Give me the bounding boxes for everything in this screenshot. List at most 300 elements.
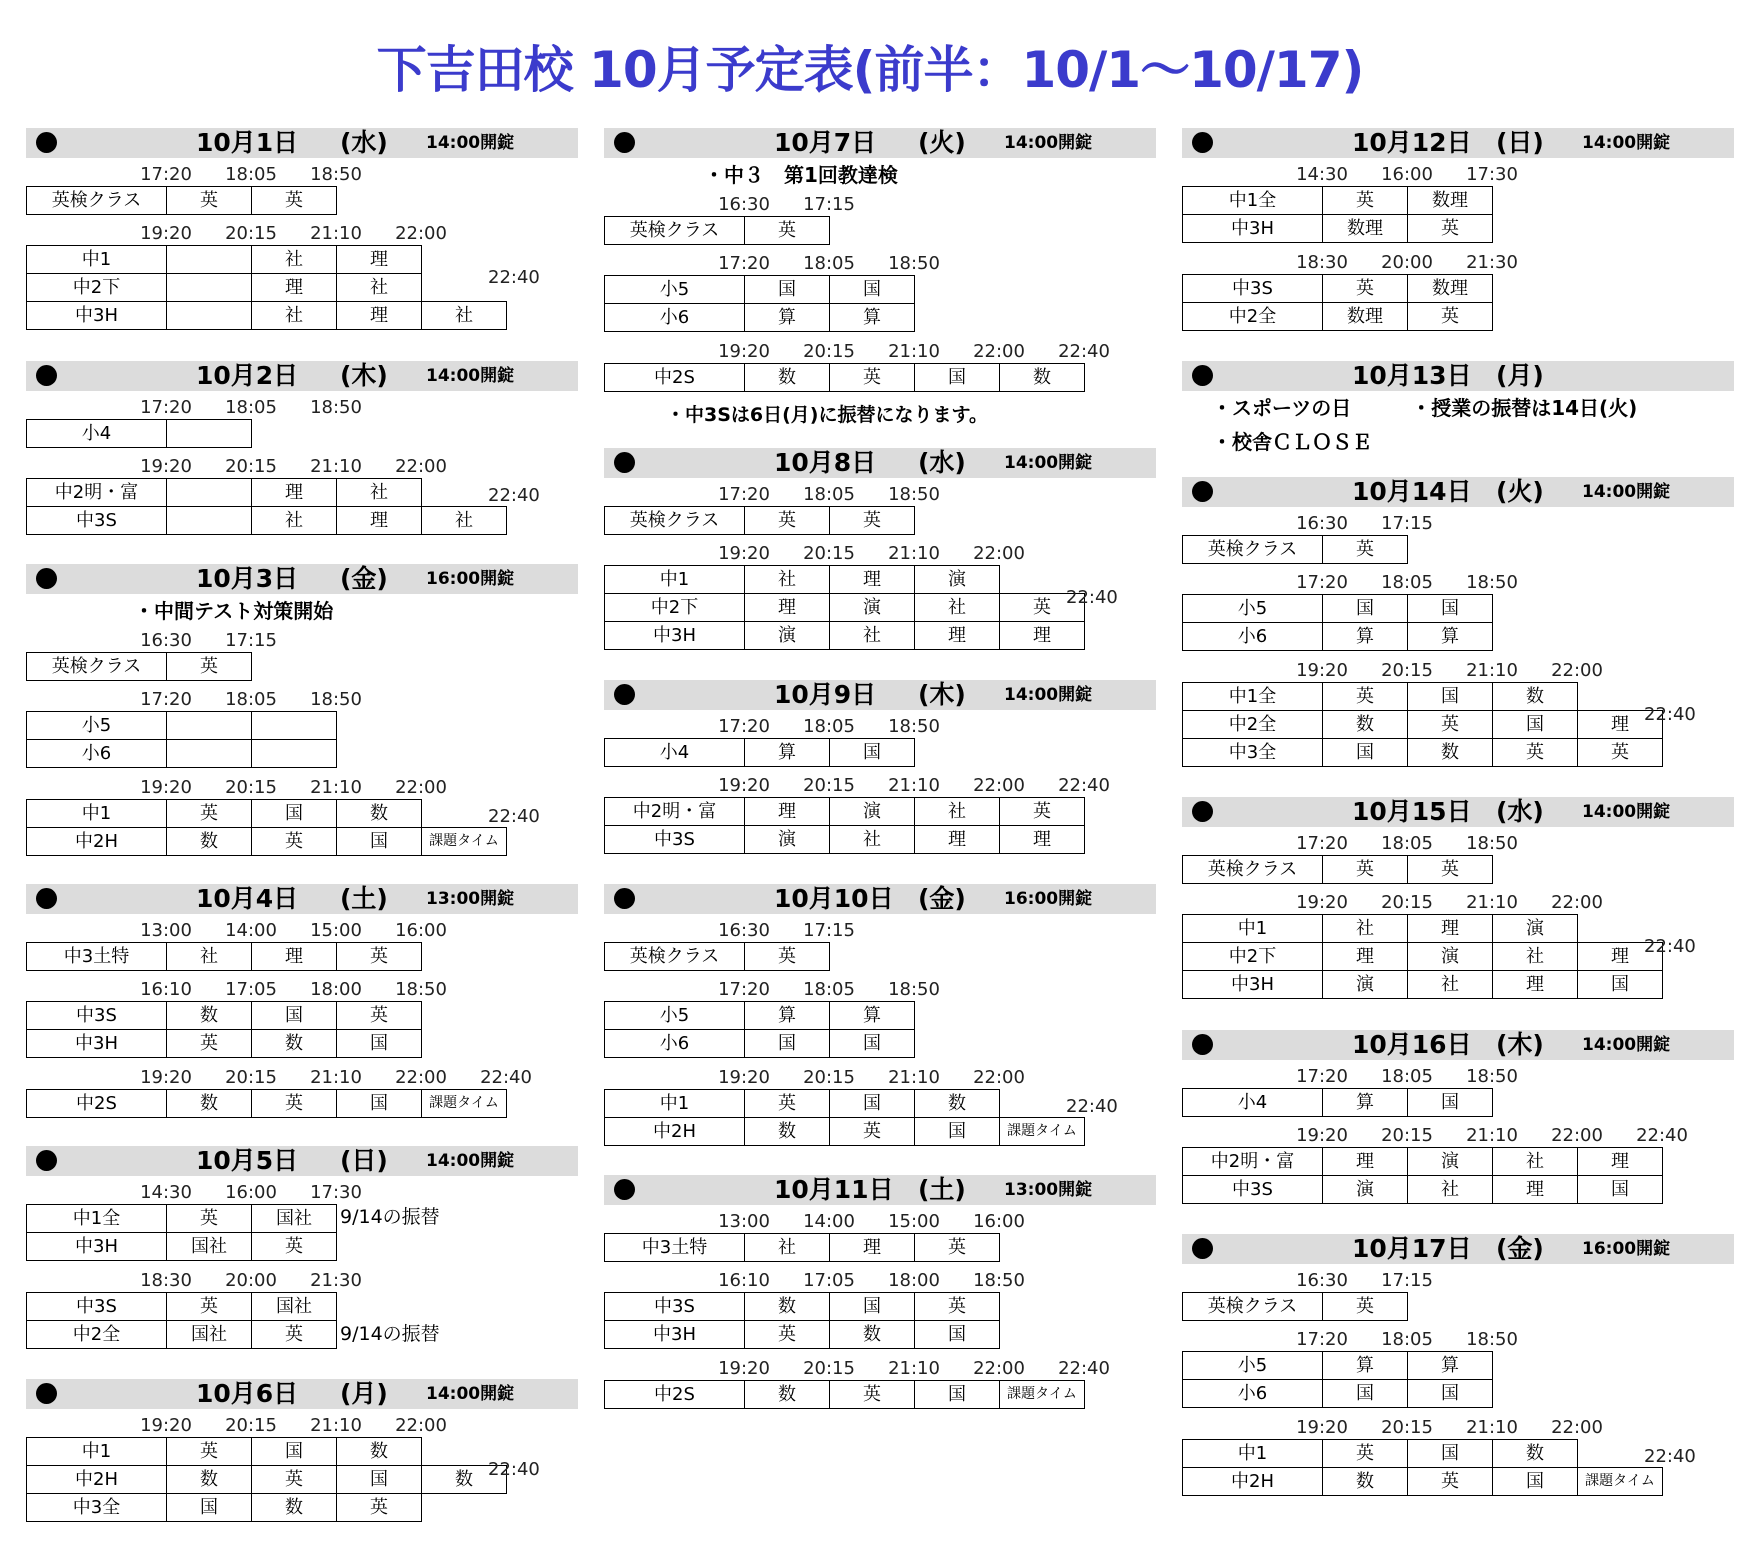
table-row — [605, 566, 1085, 594]
subject-cell: 英 — [1408, 303, 1493, 331]
class-label: 中2H — [1183, 1468, 1323, 1496]
subject-cell: 演 — [745, 826, 830, 854]
table-row — [605, 304, 915, 332]
time-label: 13:00 — [140, 920, 192, 941]
class-label: 中3H — [1183, 971, 1323, 999]
time-label: 14:30 — [1296, 164, 1348, 185]
bullet-icon — [36, 1383, 57, 1404]
time-label: 20:15 — [225, 456, 277, 477]
time-label: 18:05 — [1381, 572, 1433, 593]
schedule-table — [1182, 594, 1493, 651]
subject-cell — [167, 420, 252, 448]
day-header — [1182, 128, 1734, 158]
subject-cell: 理 — [1408, 915, 1493, 943]
class-label: 小5 — [1183, 595, 1323, 623]
time-label: 22:00 — [973, 1358, 1025, 1379]
time-label: 17:20 — [718, 253, 770, 274]
subject-cell: 英 — [1408, 215, 1493, 243]
time-label: 18:05 — [225, 689, 277, 710]
opening-time: 14:00開錠 — [426, 366, 515, 386]
table-row — [605, 798, 1085, 826]
subject-cell: 社 — [915, 798, 1000, 826]
time-label: 19:20 — [718, 1067, 770, 1088]
table-row — [27, 246, 507, 274]
class-label: 中3S — [605, 826, 745, 854]
time-label: 18:30 — [140, 1270, 192, 1291]
time-label: 16:30 — [140, 630, 192, 651]
schedule-table — [604, 738, 915, 767]
subject-cell: 英 — [1493, 739, 1578, 767]
schedule-table — [604, 275, 915, 332]
table-row — [1183, 215, 1493, 243]
subject-cell: 国 — [252, 800, 337, 828]
time-label: 18:50 — [888, 253, 940, 274]
class-label: 小6 — [1183, 623, 1323, 651]
day-weekday: (木) — [1496, 1030, 1544, 1059]
opening-time: 14:00開錠 — [1582, 482, 1671, 502]
opening-time: 14:00開錠 — [1582, 1035, 1671, 1055]
table-row — [27, 1321, 337, 1349]
schedule-table — [26, 1437, 507, 1522]
subject-cell: 国社 — [167, 1321, 252, 1349]
table-row — [1183, 187, 1493, 215]
subject-cell: 英 — [745, 217, 830, 245]
end-time-label: 22:40 — [1644, 935, 1696, 957]
day-weekday: (月) — [340, 1379, 388, 1408]
subject-cell: 英 — [1323, 1293, 1408, 1321]
time-row — [26, 223, 578, 245]
time-label: 18:05 — [803, 979, 855, 1000]
time-row — [1182, 164, 1734, 186]
class-label: 中1 — [27, 800, 167, 828]
time-label: 17:20 — [1296, 572, 1348, 593]
time-label: 20:15 — [803, 341, 855, 362]
subject-cell: 国 — [337, 1090, 422, 1118]
subject-cell: 数 — [1493, 683, 1578, 711]
bullet-icon — [1192, 1238, 1213, 1259]
subject-cell: 数 — [1408, 739, 1493, 767]
subject-cell: 社 — [422, 302, 507, 330]
opening-time: 13:00開錠 — [426, 889, 515, 909]
schedule-table — [604, 363, 1085, 392]
subject-cell: 英 — [1323, 683, 1408, 711]
table-row — [1183, 1380, 1493, 1408]
time-label: 16:30 — [718, 194, 770, 215]
reschedule-note: 9/14の振替 — [340, 1323, 440, 1345]
time-label: 20:15 — [225, 1067, 277, 1088]
time-label: 18:05 — [803, 716, 855, 737]
time-label: 20:00 — [225, 1270, 277, 1291]
time-label: 18:50 — [888, 716, 940, 737]
time-label: 16:10 — [140, 979, 192, 1000]
time-label: 17:15 — [1381, 1270, 1433, 1291]
end-time-label: 22:40 — [488, 1458, 540, 1480]
table-row — [1183, 1352, 1493, 1380]
page-title: 下吉田校 10月予定表(前半：10/1〜10/17) — [376, 41, 1364, 99]
class-label: 中1 — [27, 1438, 167, 1466]
subject-cell: 社 — [745, 566, 830, 594]
subject-cell: 国 — [830, 276, 915, 304]
bullet-icon — [36, 1150, 57, 1171]
subject-cell: 国 — [830, 1293, 915, 1321]
subject-cell: 演 — [830, 594, 915, 622]
subject-cell: 社 — [337, 274, 422, 302]
table-row — [27, 653, 252, 681]
subject-cell: 英 — [252, 1233, 337, 1261]
class-label: 小4 — [27, 420, 167, 448]
table-row — [605, 217, 830, 245]
bullet-icon — [36, 365, 57, 386]
bullet-icon — [614, 132, 635, 153]
time-label: 17:20 — [1296, 833, 1348, 854]
subject-cell: 国 — [1323, 1380, 1408, 1408]
table-row — [605, 594, 1085, 622]
subject-cell: 数 — [252, 1030, 337, 1058]
time-label: 16:00 — [1381, 164, 1433, 185]
table-row — [27, 507, 507, 535]
subject-cell: 演 — [915, 566, 1000, 594]
day-header — [1182, 361, 1734, 391]
subject-cell: 英 — [745, 1090, 830, 1118]
subject-cell: 社 — [337, 479, 422, 507]
time-row — [604, 484, 1156, 506]
subject-cell: 数 — [830, 1321, 915, 1349]
subject-cell: 社 — [252, 302, 337, 330]
day-header — [604, 448, 1156, 478]
bullet-icon — [614, 888, 635, 909]
table-row — [605, 739, 915, 767]
time-row — [1182, 833, 1734, 855]
class-label: 中3土特 — [605, 1234, 745, 1262]
time-label: 21:10 — [310, 777, 362, 798]
class-label: 中2全 — [1183, 711, 1323, 739]
table-row — [605, 1321, 1000, 1349]
day-date: 10月7日 — [774, 128, 877, 157]
class-label: 中3全 — [1183, 739, 1323, 767]
subject-cell: 数 — [745, 364, 830, 392]
subject-cell: 国 — [252, 1438, 337, 1466]
subject-cell: 国 — [337, 1030, 422, 1058]
day-note: ・校舎ＣＬＯＳＥ — [1212, 430, 1372, 454]
class-label: 英検クラス — [1183, 536, 1323, 564]
day-header — [1182, 1030, 1734, 1060]
schedule-table — [26, 652, 252, 681]
day-date: 10月15日 — [1352, 797, 1472, 826]
subject-cell: 社 — [915, 594, 1000, 622]
time-label: 19:20 — [1296, 892, 1348, 913]
end-time-label: 22:40 — [1066, 586, 1118, 608]
opening-time: 14:00開錠 — [1582, 802, 1671, 822]
time-row — [26, 777, 578, 799]
time-label: 18:50 — [1466, 1066, 1518, 1087]
time-label: 18:50 — [310, 689, 362, 710]
table-row — [27, 712, 337, 740]
class-label: 中1全 — [1183, 683, 1323, 711]
table-row — [27, 1233, 337, 1261]
subject-cell: 理 — [252, 943, 337, 971]
subject-cell: 算 — [1408, 1352, 1493, 1380]
time-label: 19:20 — [718, 1358, 770, 1379]
time-label: 18:05 — [1381, 1329, 1433, 1350]
subject-cell: 課題タイム — [1000, 1381, 1085, 1409]
class-label: 中2H — [27, 1466, 167, 1494]
time-label: 17:30 — [310, 1182, 362, 1203]
table-row — [1183, 1468, 1663, 1496]
subject-cell: 英 — [167, 1438, 252, 1466]
time-label: 16:00 — [395, 920, 447, 941]
time-label: 20:15 — [803, 1067, 855, 1088]
subject-cell: 理 — [1000, 826, 1085, 854]
day-header — [26, 128, 578, 158]
table-row — [27, 740, 337, 768]
table-row — [1183, 303, 1493, 331]
subject-cell: 英 — [745, 943, 830, 971]
day-weekday: (火) — [1496, 477, 1544, 506]
subject-cell: 国 — [1408, 595, 1493, 623]
day-header — [26, 884, 578, 914]
time-label: 21:10 — [310, 1415, 362, 1436]
time-row — [26, 456, 578, 478]
time-row — [26, 630, 578, 652]
subject-cell: 演 — [1408, 1148, 1493, 1176]
time-label: 19:20 — [140, 1415, 192, 1436]
schedule-table — [1182, 1088, 1493, 1117]
time-label: 16:10 — [718, 1270, 770, 1291]
day-header — [1182, 797, 1734, 827]
subject-cell: 理 — [1000, 622, 1085, 650]
time-row — [26, 920, 578, 942]
subject-cell: 英 — [252, 187, 337, 215]
class-label: 中2S — [605, 364, 745, 392]
subject-cell: 数 — [337, 1438, 422, 1466]
subject-cell: 英 — [167, 800, 252, 828]
day-weekday: (木) — [340, 361, 388, 390]
subject-cell: 国 — [915, 1321, 1000, 1349]
class-label: 小5 — [1183, 1352, 1323, 1380]
time-label: 18:05 — [225, 164, 277, 185]
subject-cell: 数 — [1323, 711, 1408, 739]
subject-cell: 演 — [1408, 943, 1493, 971]
day-weekday: (金) — [340, 564, 388, 593]
time-label: 20:15 — [225, 1415, 277, 1436]
table-row — [27, 1438, 507, 1466]
schedule-table — [26, 1204, 337, 1261]
time-label: 17:05 — [803, 1270, 855, 1291]
time-row — [1182, 892, 1734, 914]
end-time-label: 22:40 — [1644, 1446, 1696, 1467]
time-label: 22:40 — [480, 1067, 532, 1088]
subject-cell: 英 — [1323, 1440, 1408, 1468]
time-label: 22:00 — [395, 1067, 447, 1088]
class-label: 小6 — [605, 1030, 745, 1058]
schedule-table — [1182, 1351, 1493, 1408]
subject-cell: 演 — [1323, 971, 1408, 999]
time-label: 18:05 — [803, 253, 855, 274]
subject-cell — [167, 507, 252, 535]
subject-cell: 数 — [167, 1002, 252, 1030]
bullet-icon — [1192, 132, 1213, 153]
day-date: 10月5日 — [196, 1146, 299, 1175]
class-label: 小6 — [27, 740, 167, 768]
subject-cell — [252, 740, 337, 768]
day-header — [1182, 477, 1734, 507]
day-weekday: (水) — [340, 128, 388, 157]
subject-cell — [167, 712, 252, 740]
time-label: 17:15 — [803, 194, 855, 215]
subject-cell: 英 — [745, 507, 830, 535]
time-label: 21:10 — [1466, 1125, 1518, 1146]
time-label: 19:20 — [1296, 1125, 1348, 1146]
table-row — [605, 1293, 1000, 1321]
subject-cell: 国 — [915, 364, 1000, 392]
time-label: 21:10 — [888, 543, 940, 564]
opening-time: 13:00開錠 — [1004, 1180, 1093, 1200]
subject-cell: 数 — [337, 800, 422, 828]
subject-cell — [252, 712, 337, 740]
subject-cell: 理 — [252, 274, 337, 302]
subject-cell: 英 — [167, 187, 252, 215]
subject-cell: 数 — [167, 1466, 252, 1494]
bullet-icon — [1192, 365, 1213, 386]
table-row — [605, 943, 830, 971]
table-row — [1183, 1440, 1663, 1468]
subject-cell: 英 — [337, 1494, 422, 1522]
subject-cell: 英 — [1408, 1468, 1493, 1496]
time-row — [26, 397, 578, 419]
subject-cell: 国 — [830, 1090, 915, 1118]
time-row — [604, 1270, 1156, 1292]
subject-cell: 国 — [1408, 1380, 1493, 1408]
subject-cell: 演 — [830, 798, 915, 826]
opening-time: 14:00開錠 — [1004, 133, 1093, 153]
time-label: 19:20 — [1296, 1417, 1348, 1438]
time-label: 17:05 — [225, 979, 277, 1000]
subject-cell: 英 — [1323, 856, 1408, 884]
class-label: 小5 — [605, 1002, 745, 1030]
table-row — [1183, 739, 1663, 767]
table-row — [27, 1293, 337, 1321]
day-date: 10月12日 — [1352, 128, 1472, 157]
table-row — [605, 1090, 1085, 1118]
opening-time: 14:00開錠 — [1004, 685, 1093, 705]
time-label: 19:20 — [140, 777, 192, 798]
class-label: 中3S — [605, 1293, 745, 1321]
time-label: 21:10 — [888, 341, 940, 362]
subject-cell: 数 — [167, 1090, 252, 1118]
bullet-icon — [36, 132, 57, 153]
time-label: 22:00 — [973, 1067, 1025, 1088]
class-label: 小5 — [27, 712, 167, 740]
subject-cell: 演 — [1493, 915, 1578, 943]
opening-time: 16:00開錠 — [1004, 889, 1093, 909]
subject-cell: 社 — [252, 507, 337, 535]
day-header — [604, 128, 1156, 158]
day-date: 10月10日 — [774, 884, 894, 913]
table-row — [605, 364, 1085, 392]
schedule-table — [604, 216, 830, 245]
schedule-table — [1182, 186, 1493, 243]
subject-cell: 算 — [745, 1002, 830, 1030]
time-label: 16:00 — [225, 1182, 277, 1203]
table-row — [1183, 1089, 1493, 1117]
time-label: 21:10 — [888, 775, 940, 796]
time-label: 19:20 — [140, 223, 192, 244]
time-row — [604, 341, 1156, 363]
time-label: 18:30 — [1296, 252, 1348, 273]
subject-cell: 英 — [830, 364, 915, 392]
subject-cell: 理 — [830, 1234, 915, 1262]
time-label: 17:20 — [1296, 1066, 1348, 1087]
time-label: 22:00 — [395, 456, 447, 477]
time-row — [1182, 513, 1734, 535]
time-label: 18:05 — [1381, 833, 1433, 854]
table-row — [605, 622, 1085, 650]
subject-cell: 数理 — [1408, 187, 1493, 215]
time-label: 17:20 — [718, 979, 770, 1000]
schedule-table — [604, 1089, 1085, 1146]
subject-cell: 国 — [1493, 1468, 1578, 1496]
day-header — [26, 564, 578, 594]
time-row — [604, 1067, 1156, 1089]
subject-cell: 算 — [1408, 623, 1493, 651]
day-weekday: (水) — [1496, 797, 1544, 826]
subject-cell: 理 — [1578, 1148, 1663, 1176]
class-label: 中1 — [605, 566, 745, 594]
time-label: 18:00 — [310, 979, 362, 1000]
day-weekday: (金) — [1496, 1234, 1544, 1263]
subject-cell: 課題タイム — [422, 1090, 507, 1118]
subject-cell: 国 — [1323, 595, 1408, 623]
schedule-table — [604, 1380, 1085, 1409]
time-label: 16:00 — [973, 1211, 1025, 1232]
class-label: 中2明・富 — [605, 798, 745, 826]
time-label: 22:40 — [1058, 341, 1110, 362]
day-date: 10月9日 — [774, 680, 877, 709]
subject-cell: 演 — [745, 622, 830, 650]
table-row — [27, 479, 507, 507]
day-weekday: (木) — [918, 680, 966, 709]
table-row — [1183, 1176, 1663, 1204]
table-row — [1183, 623, 1493, 651]
day-date: 10月3日 — [196, 564, 299, 593]
time-label: 22:40 — [1058, 1358, 1110, 1379]
time-label: 20:15 — [1381, 660, 1433, 681]
class-label: 中3H — [27, 1030, 167, 1058]
time-label: 19:20 — [718, 775, 770, 796]
opening-time: 14:00開錠 — [1582, 133, 1671, 153]
class-label: 中3H — [605, 622, 745, 650]
class-label: 中2明・富 — [1183, 1148, 1323, 1176]
subject-cell — [167, 302, 252, 330]
opening-time: 16:00開錠 — [1582, 1239, 1671, 1259]
schedule-table — [604, 506, 915, 535]
day-header — [26, 1146, 578, 1176]
subject-cell: 英 — [167, 653, 252, 681]
time-row — [1182, 1417, 1734, 1439]
time-row — [26, 1415, 578, 1437]
time-label: 20:15 — [225, 777, 277, 798]
time-label: 18:50 — [395, 979, 447, 1000]
subject-cell: 演 — [1323, 1176, 1408, 1204]
time-label: 21:10 — [888, 1067, 940, 1088]
subject-cell: 数理 — [1323, 215, 1408, 243]
schedule-table — [26, 1089, 507, 1118]
subject-cell: 国社 — [252, 1293, 337, 1321]
time-label: 18:50 — [888, 979, 940, 1000]
time-label: 22:00 — [973, 341, 1025, 362]
day-header — [26, 361, 578, 391]
table-row — [1183, 711, 1663, 739]
